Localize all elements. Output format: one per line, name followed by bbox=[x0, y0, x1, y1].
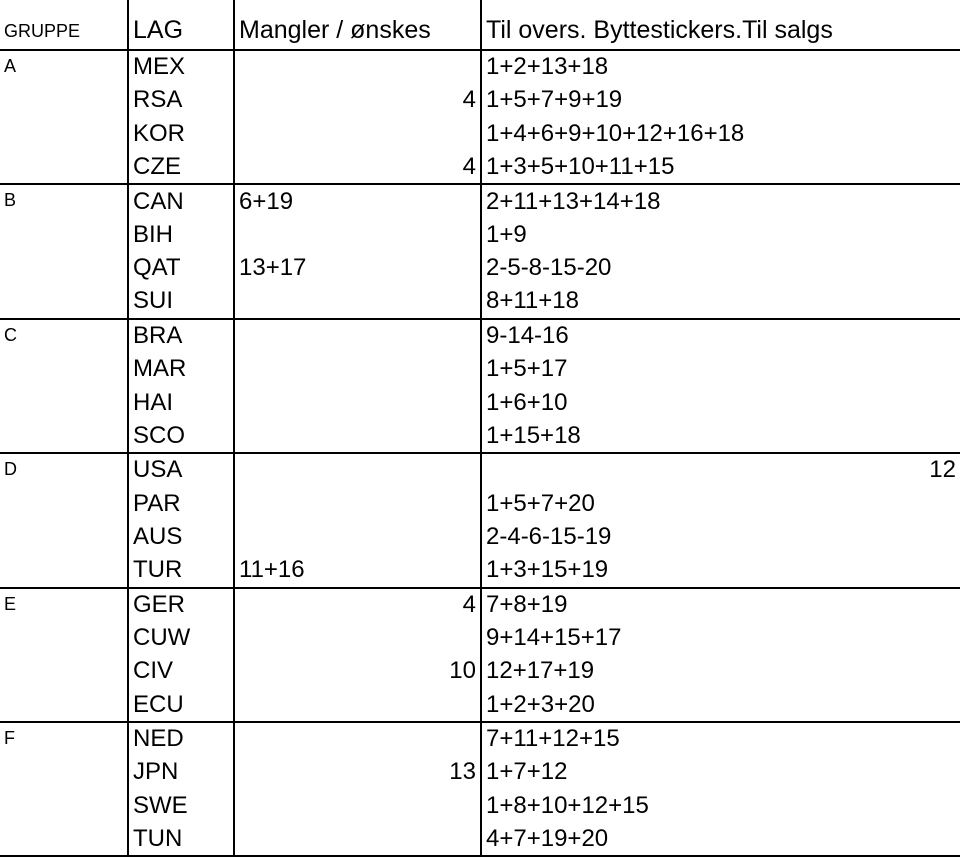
cell-til-overs[interactable]: 4+7+19+20 bbox=[481, 823, 960, 857]
cell-mangler[interactable]: 6+19 bbox=[234, 184, 481, 218]
cell-mangler[interactable] bbox=[234, 50, 481, 84]
cell-mangler[interactable]: 13+17 bbox=[234, 252, 481, 286]
table-row bbox=[0, 50, 960, 84]
cell-lag[interactable]: BRA bbox=[128, 319, 234, 353]
cell-gruppe[interactable] bbox=[0, 84, 128, 118]
cell-mangler[interactable] bbox=[234, 319, 481, 353]
cell-mangler[interactable] bbox=[234, 722, 481, 756]
cell-gruppe[interactable] bbox=[0, 520, 128, 554]
cell-lag[interactable]: HAI bbox=[128, 386, 234, 420]
table-body bbox=[0, 50, 960, 856]
cell-mangler[interactable] bbox=[234, 218, 481, 252]
table-row bbox=[0, 789, 960, 823]
cell-gruppe[interactable]: F bbox=[4, 727, 15, 748]
table-row bbox=[0, 688, 960, 722]
cell-mangler[interactable] bbox=[234, 420, 481, 454]
cell-mangler[interactable]: 13 bbox=[234, 755, 481, 789]
cell-til-overs[interactable]: 1+5+7+9+19 bbox=[481, 84, 960, 118]
table-row bbox=[0, 151, 960, 185]
cell-lag[interactable]: CZE bbox=[128, 151, 234, 185]
cell-til-overs[interactable]: 1+3+15+19 bbox=[481, 554, 960, 588]
cell-lag[interactable]: QAT bbox=[128, 252, 234, 286]
table-row bbox=[0, 554, 960, 588]
cell-lag[interactable]: GER bbox=[128, 588, 234, 622]
cell-lag[interactable]: SCO bbox=[128, 420, 234, 454]
cell-til-overs[interactable]: 1+2+13+18 bbox=[481, 50, 960, 84]
table-row bbox=[0, 655, 960, 689]
cell-gruppe[interactable] bbox=[0, 823, 128, 857]
cell-mangler[interactable] bbox=[234, 352, 481, 386]
cell-lag[interactable]: BIH bbox=[128, 218, 234, 252]
cell-gruppe[interactable]: B bbox=[4, 190, 17, 211]
cell-til-overs[interactable]: 1+2+3+20 bbox=[481, 688, 960, 722]
cell-til-overs[interactable]: 1+6+10 bbox=[481, 386, 960, 420]
cell-til-overs[interactable]: 7+8+19 bbox=[481, 588, 960, 622]
cell-lag[interactable]: AUS bbox=[128, 520, 234, 554]
cell-gruppe[interactable] bbox=[0, 117, 128, 151]
cell-lag[interactable]: SUI bbox=[128, 285, 234, 319]
cell-til-overs[interactable]: 9-14-16 bbox=[481, 319, 960, 353]
cell-mangler[interactable] bbox=[234, 117, 481, 151]
cell-gruppe[interactable] bbox=[0, 218, 128, 252]
cell-til-overs[interactable]: 1+3+5+10+11+15 bbox=[481, 151, 960, 185]
table-row bbox=[0, 319, 960, 353]
cell-gruppe[interactable]: C bbox=[4, 324, 17, 345]
cell-lag[interactable]: CAN bbox=[128, 184, 234, 218]
cell-mangler[interactable]: 4 bbox=[234, 151, 481, 185]
cell-mangler[interactable] bbox=[234, 621, 481, 655]
cell-mangler[interactable] bbox=[234, 386, 481, 420]
cell-gruppe[interactable]: A bbox=[4, 56, 17, 76]
cell-mangler[interactable] bbox=[234, 520, 481, 554]
cell-gruppe[interactable] bbox=[0, 755, 128, 789]
cell-lag[interactable]: ECU bbox=[128, 688, 234, 722]
cell-mangler[interactable]: 4 bbox=[234, 84, 481, 118]
cell-mangler[interactable] bbox=[234, 688, 481, 722]
cell-gruppe[interactable]: E bbox=[4, 593, 17, 614]
header-lag[interactable]: LAG bbox=[128, 0, 234, 50]
cell-mangler[interactable] bbox=[234, 453, 481, 487]
header-til-overs[interactable]: Til overs. Byttestickers.Til salgs bbox=[481, 0, 960, 50]
cell-gruppe[interactable] bbox=[0, 621, 128, 655]
cell-til-overs[interactable]: 2+11+13+14+18 bbox=[481, 184, 960, 218]
cell-mangler[interactable] bbox=[234, 823, 481, 857]
cell-lag[interactable]: SWE bbox=[128, 789, 234, 823]
table-row bbox=[0, 184, 960, 218]
table-row bbox=[0, 218, 960, 252]
cell-gruppe[interactable] bbox=[0, 688, 128, 722]
table-row bbox=[0, 84, 960, 118]
table-row bbox=[0, 252, 960, 286]
cell-til-overs[interactable]: 12 bbox=[481, 453, 960, 487]
cell-mangler[interactable]: 10 bbox=[234, 655, 481, 689]
cell-lag[interactable]: PAR bbox=[128, 487, 234, 521]
table-row bbox=[0, 117, 960, 151]
cell-gruppe[interactable]: D bbox=[4, 459, 17, 480]
cell-gruppe[interactable] bbox=[0, 554, 128, 588]
cell-gruppe[interactable] bbox=[0, 789, 128, 823]
cell-til-overs[interactable]: 1+4+6+9+10+12+16+18 bbox=[481, 117, 960, 151]
table-row bbox=[0, 722, 960, 756]
cell-gruppe[interactable] bbox=[0, 352, 128, 386]
table-row bbox=[0, 621, 960, 655]
cell-mangler[interactable]: 4 bbox=[234, 588, 481, 622]
cell-lag[interactable]: MAR bbox=[128, 352, 234, 386]
cell-lag[interactable]: TUR bbox=[128, 554, 234, 588]
table-row bbox=[0, 588, 960, 622]
cell-gruppe[interactable] bbox=[0, 151, 128, 185]
cell-til-overs[interactable]: 1+8+10+12+15 bbox=[481, 789, 960, 823]
cell-gruppe[interactable] bbox=[0, 655, 128, 689]
cell-til-overs[interactable]: 1+9 bbox=[481, 218, 960, 252]
cell-gruppe[interactable] bbox=[0, 386, 128, 420]
cell-til-overs[interactable]: 7+11+12+15 bbox=[481, 722, 960, 756]
header-mangler[interactable]: Mangler / ønskes bbox=[234, 0, 481, 50]
cell-lag[interactable]: TUN bbox=[128, 823, 234, 857]
cell-til-overs[interactable]: 2-4-6-15-19 bbox=[481, 520, 960, 554]
table-row bbox=[0, 352, 960, 386]
cell-til-overs[interactable]: 8+11+18 bbox=[481, 285, 960, 319]
cell-lag[interactable]: RSA bbox=[128, 84, 234, 118]
cell-lag[interactable]: KOR bbox=[128, 117, 234, 151]
cell-gruppe[interactable] bbox=[0, 487, 128, 521]
cell-mangler[interactable] bbox=[234, 487, 481, 521]
cell-til-overs[interactable]: 1+7+12 bbox=[481, 755, 960, 789]
header-gruppe[interactable]: GRUPPE bbox=[0, 0, 128, 50]
cell-til-overs[interactable]: 12+17+19 bbox=[481, 655, 960, 689]
cell-til-overs[interactable]: 1+5+7+20 bbox=[481, 487, 960, 521]
cell-lag[interactable]: CIV bbox=[128, 655, 234, 689]
cell-mangler[interactable] bbox=[234, 789, 481, 823]
cell-til-overs[interactable]: 1+5+17 bbox=[481, 352, 960, 386]
table-row bbox=[0, 487, 960, 521]
cell-mangler[interactable] bbox=[234, 285, 481, 319]
header-row bbox=[0, 0, 960, 50]
cell-til-overs[interactable]: 2-5-8-15-20 bbox=[481, 252, 960, 286]
cell-gruppe[interactable] bbox=[0, 252, 128, 286]
table-row bbox=[0, 755, 960, 789]
cell-gruppe[interactable] bbox=[0, 285, 128, 319]
table-row bbox=[0, 420, 960, 454]
cell-til-overs[interactable]: 1+15+18 bbox=[481, 420, 960, 454]
table-row bbox=[0, 285, 960, 319]
cell-mangler[interactable]: 11+16 bbox=[234, 554, 481, 588]
cell-lag[interactable]: USA bbox=[128, 453, 234, 487]
cell-lag[interactable]: CUW bbox=[128, 621, 234, 655]
table-row bbox=[0, 386, 960, 420]
cell-lag[interactable]: MEX bbox=[128, 50, 234, 84]
table-row bbox=[0, 520, 960, 554]
table-row bbox=[0, 453, 960, 487]
cell-til-overs[interactable]: 9+14+15+17 bbox=[481, 621, 960, 655]
cell-lag[interactable]: JPN bbox=[128, 755, 234, 789]
cell-lag[interactable]: NED bbox=[128, 722, 234, 756]
table-row bbox=[0, 823, 960, 857]
cell-gruppe[interactable] bbox=[0, 420, 128, 454]
